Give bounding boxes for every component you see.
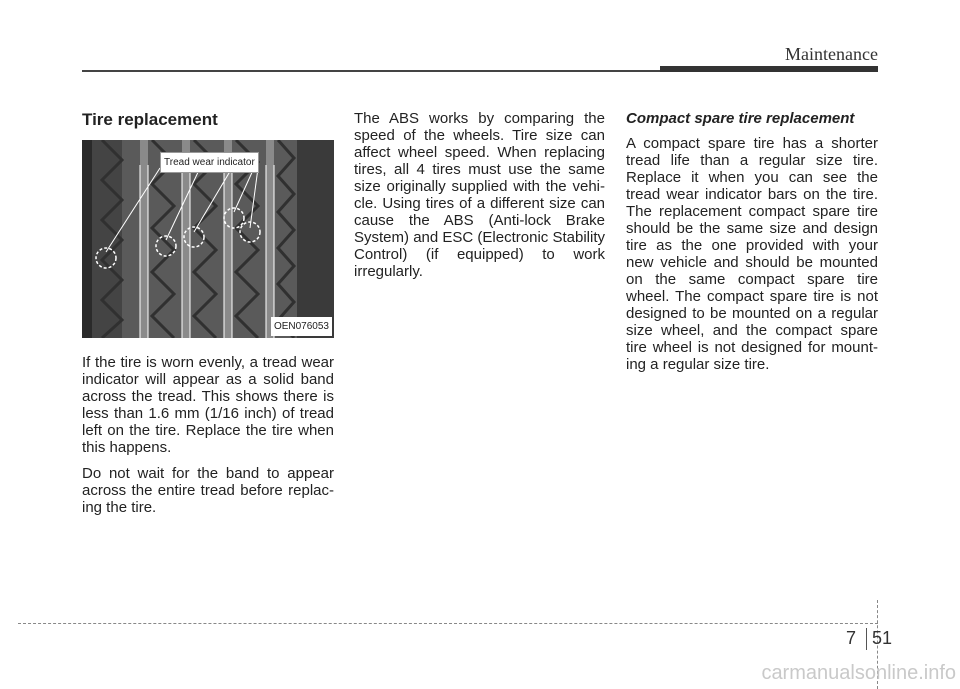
- section-heading: Tire replacement: [82, 110, 218, 129]
- figure-label-tread-wear-indicator: Tread wear indicator: [160, 152, 259, 173]
- page-header-title: Maintenance: [785, 44, 878, 64]
- page-number-divider: [866, 628, 867, 650]
- page-number: 51: [872, 628, 893, 648]
- subsection-heading: Compact spare tire replacement: [626, 110, 855, 127]
- tire-tread-figure: [82, 140, 334, 338]
- paragraph: Do not wait for the band to appear across the entire tread before replac-ing the tire.: [82, 465, 334, 516]
- paragraph: The ABS works by comparing the speed of the wheels. Tire size can affect wheel speed. When replacing tires, all 4 tires must use the same size originally supplied with the vehi-cle. Using tires of a different size can cause the ABS (Anti-lock Brake System) and ESC (Electronic Stability Control) (if equipped) to work irregularly.: [354, 110, 605, 280]
- header-rule-accent: [660, 66, 878, 72]
- column-2: [354, 110, 605, 289]
- column-1: [82, 110, 334, 525]
- paragraph: If the tire is worn evenly, a tread wear indicator will appear as a solid band across the tread. This shows there is less than 1.6 mm (1/16 inch) of tread left on the tire. Replace the tire when this happens.: [82, 354, 334, 456]
- figure-code: OEN076053: [271, 317, 332, 336]
- footer-rule: [18, 623, 878, 624]
- watermark-text: carmanualsonline.info: [761, 662, 956, 684]
- paragraph: A compact spare tire has a shorter tread life than a regular size tire. Replace it when you can see the tread wear indicator bars on the tire. The replacement compact spare tire should be the same size and design tire as the one provided with your new vehicle and should be mounted on the same compact spare tire wheel. The compact spare tire is not designed to be mounted on a regular size wheel, and the compact spare tire wheel is not designed for mount-ing a regular size tire.: [626, 135, 878, 373]
- header-rule: [82, 70, 662, 72]
- chapter-number: 7: [846, 628, 857, 648]
- column-3: [626, 110, 878, 382]
